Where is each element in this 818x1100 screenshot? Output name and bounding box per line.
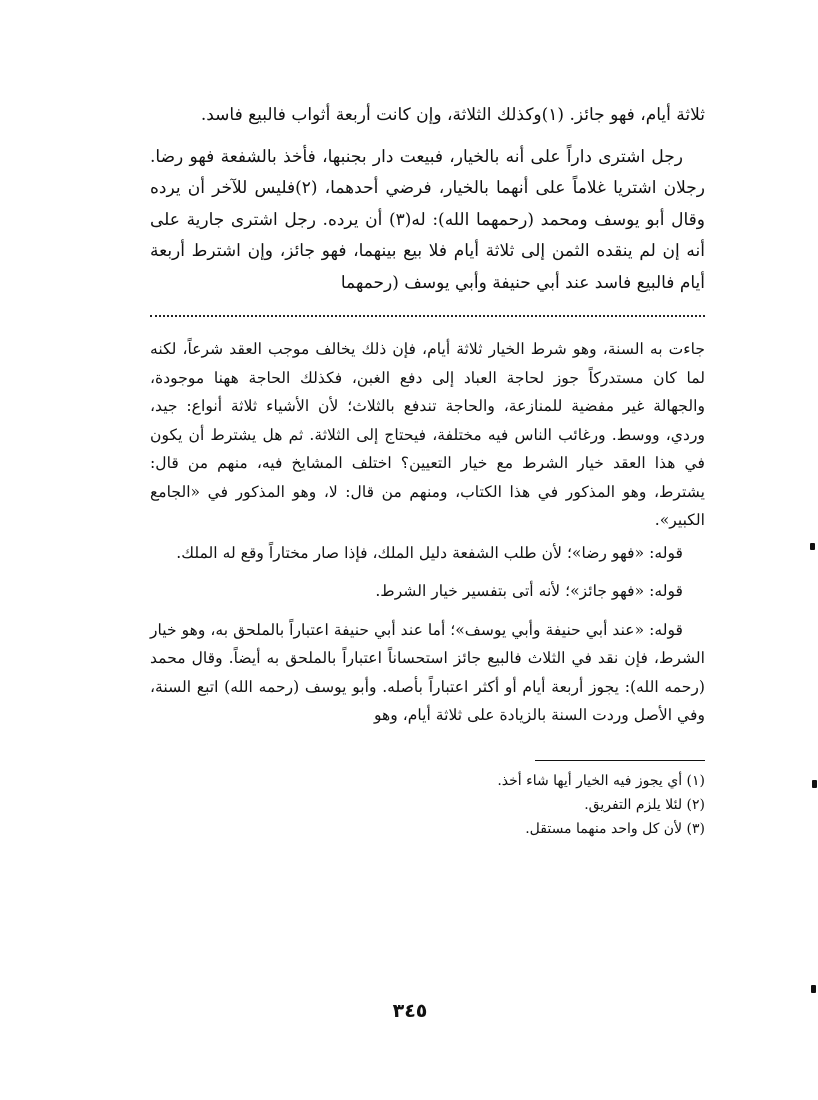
commentary-text (150, 335, 705, 730)
footnote-rule (535, 760, 705, 761)
scan-speck (811, 985, 816, 993)
commentary-paragraph-2: قوله: «فهو رضا»؛ لأن طلب الشفعة دليل الملك، فإذا صار مختاراً وقع له الملك. (176, 543, 683, 562)
footnote-2: (٢) لئلا يلزم التفريق. (584, 796, 705, 813)
main-paragraph-2: رجل اشترى داراً على أنه بالخيار، فبيعت دار بجنبها، فأخذ بالشفعة فهو رضا. رجلان اشتريا غلاماً على أنهما بالخيار، فرضي أحدهما، (٢)فليس للآخر أن يرده وقال أبو يوسف ومحمد (رحمهما الله): له(٣) أن يرده. رجل اشترى جارية على أنه إن لم ينقده الثمن إلى ثلاثة أيام فلا بيع بينهما، فهو جائز، وإن اشترط أربعة أيام فالبيع فاسد عند أبي حنيفة وأبي يوسف (رحمهما (150, 146, 705, 293)
dotted-separator (150, 315, 705, 327)
page-content (150, 100, 705, 841)
main-paragraph-1: ثلاثة أيام، فهو جائز. (١)وكذلك الثلاثة، وإن كانت أربعة أثواب فالبيع فاسد. (200, 105, 705, 125)
scan-speck (812, 780, 817, 788)
main-text (150, 100, 705, 299)
page-number: ٣٤٥ (392, 1000, 428, 1022)
commentary-paragraph-4: قوله: «عند أبي حنيفة وأبي يوسف»؛ أما عند أبي حنيفة اعتباراً بالملحق به، وهو خيار الشرط، فإن نقد في الثلاث فالبيع جائز استحساناً اعتباراً بالملحق به أيضاً. وقال محمد (رحمه الله): يجوز أربعة أيام أو أكثر اعتباراً بأصله. وأبو يوسف (رحمه الله) اتبع السنة، وفي الأصل وردت السنة بالزيادة على ثلاثة أيام، وهو (150, 620, 705, 724)
footnote-1: (١) أي يجوز فيه الخيار أيها شاء أخذ. (497, 772, 705, 789)
commentary-paragraph-1: جاءت به السنة، وهو شرط الخيار ثلاثة أيام، فإن ذلك يخالف موجب العقد شرعاً، لكنه لما كان مستدركاً جوز لحاجة العباد إلى دفع الغبن، فكذلك الحاجة ههنا موجودة، والجهالة غير مفضية للمنازعة، والحاجة تندفع بالثلاث؛ لأن الأشياء ثلاثة أنواع: جيد، وردي، ووسط. ورغائب الناس فيه مختلفة، فيحتاج إلى الثلاثة. ثم هل يشترط أن يكون في هذا العقد خيار الشرط مع خيار التعيين؟ اختلف المشايخ فيه، منهم من قال: يشترط، وهو المذكور في هذا الكتاب، ومنهم من قال: لا، وهو المذكور في «الجامع الكبير». (150, 340, 705, 529)
scan-speck (810, 543, 815, 550)
footnotes (150, 769, 705, 841)
footnote-3: (٣) لأن كل واحد منهما مستقل. (525, 820, 705, 837)
commentary-paragraph-3: قوله: «فهو جائز»؛ لأنه أتى بتفسير خيار الشرط. (375, 582, 683, 600)
